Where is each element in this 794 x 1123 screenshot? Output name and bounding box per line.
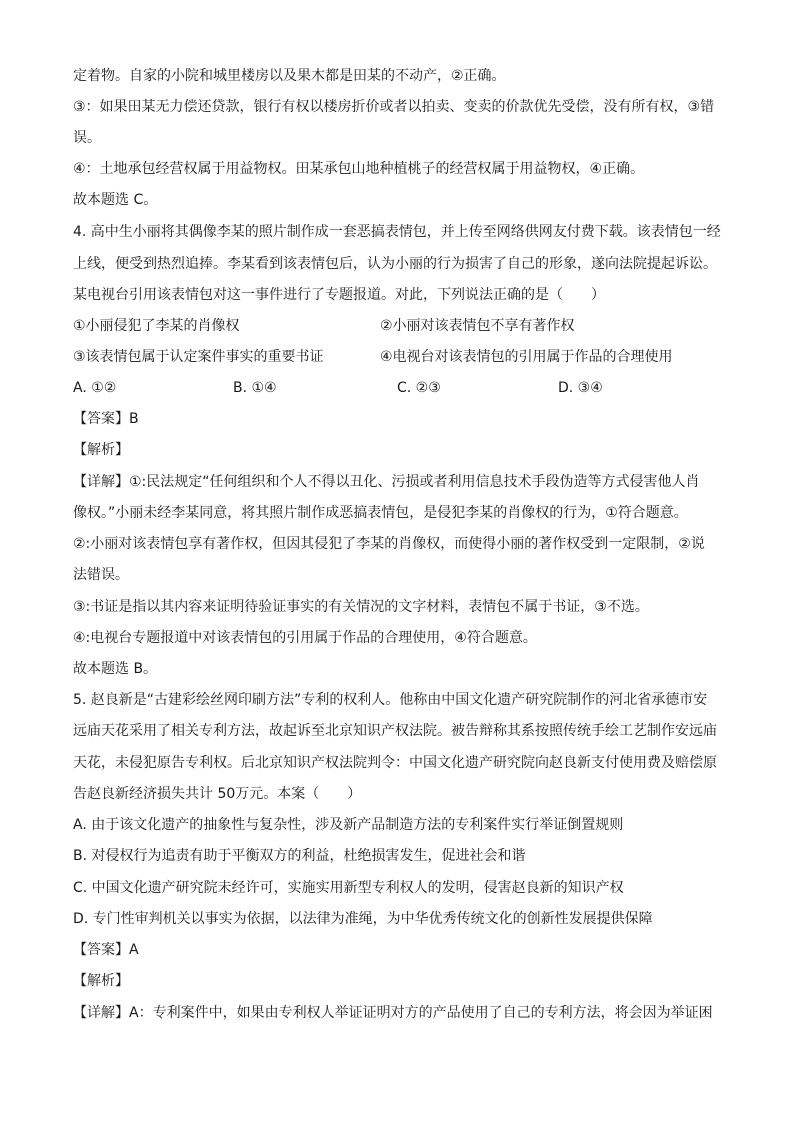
q4-detail-line: ③:书证是指以其内容来证明待验证事实的有关情况的文字材料，表情包不属于书证，③不选。 bbox=[73, 599, 649, 615]
q3-text-line: ④：土地承包经营权属于用益物权。田某承包山地种植桃子的经营权属于用益物权，④正确。 bbox=[73, 161, 645, 177]
q4-detail-line: ②:小丽对该表情包享有著作权，但因其侵犯了李某的肖像权，而使得小丽的著作权受到一定限制，②说 bbox=[73, 536, 705, 552]
q4-answer: 【答案】B bbox=[73, 411, 139, 427]
q4-conclusion: 故本题选 B。 bbox=[73, 661, 158, 677]
q4-detail-line: 【详解】①:民法规定“任何组织和个人不得以丑化、污损或者利用信息技术手段伪造等方式侵害他人肖 bbox=[73, 474, 700, 490]
q4-detail-line: 像权。”小丽未经李某同意，将其照片制作成恶搞表情包，是侵犯李某的肖像权的行为，①符合题意。 bbox=[73, 505, 688, 521]
q3-conclusion: 故本题选 C。 bbox=[73, 192, 158, 208]
q5-option-c: C. 中国文化遗产研究院未经许可，实施实用新型专利权人的发明，侵害赵良新的知识产权 bbox=[73, 880, 624, 896]
q4-statement-2: ②小丽对该表情包不享有著作权 bbox=[380, 318, 575, 334]
q4-option-c: C. ②③ bbox=[397, 380, 441, 396]
q5-stem: 天花，未侵犯原告专利权。后北京知识产权法院判令：中国文化遗产研究院向赵良新支付使用费及赔偿原 bbox=[73, 755, 717, 771]
q5-option-a: A. 由于该文化遗产的抽象性与复杂性，涉及新产品制造方法的专利案件实行举证倒置规则 bbox=[73, 817, 624, 833]
q5-stem: 告赵良新经济损失共计 50万元。本案（ ） bbox=[73, 786, 362, 802]
q4-statement-1: ①小丽侵犯了李某的肖像权 bbox=[73, 318, 240, 334]
q3-text-line: 误。 bbox=[73, 130, 101, 146]
q3-text-line: 定着物。自家的小院和城里楼房以及果木都是田某的不动产，②正确。 bbox=[73, 68, 506, 84]
q5-detail-line: 【详解】A：专利案件中，如果由专利权人举证证明对方的产品使用了自己的专利方法，将会因为举证困 bbox=[73, 1005, 713, 1021]
q4-detail-line: ④:电视台专题报道中对该表情包的引用属于作品的合理使用，④符合题意。 bbox=[73, 630, 537, 646]
q4-stem: 4. 高中生小丽将其偶像李某的照片制作成一套恶搞表情包，并上传至网络供网友付费下载。该表情包一经 bbox=[73, 224, 721, 240]
q4-stem: 某电视台引用该表情包对这一事件进行了专题报道。对此，下列说法正确的是（ ） bbox=[73, 287, 605, 303]
q4-option-a: A. ①② bbox=[73, 380, 117, 396]
q5-option-b: B. 对侵权行为追责有助于平衡双方的利益，杜绝损害发生，促进社会和谐 bbox=[73, 848, 526, 864]
q4-statement-3: ③该表情包属于认定案件事实的重要书证 bbox=[73, 349, 324, 365]
q4-option-b: B. ①④ bbox=[233, 380, 277, 396]
q5-analysis-heading: 【解析】 bbox=[73, 973, 129, 989]
q4-statement-4: ④电视台对该表情包的引用属于作品的合理使用 bbox=[380, 349, 673, 365]
q4-analysis-heading: 【解析】 bbox=[73, 442, 129, 458]
q5-stem: 远庙天花采用了相关专利方法，故起诉至北京知识产权法院。被告辩称其系按照传统手绘工艺制作安远庙 bbox=[73, 723, 717, 739]
q4-stem: 上线，便受到热烈追捧。李某看到该表情包后，认为小丽的行为损害了自己的形象，遂向法院提起诉讼。 bbox=[73, 256, 717, 272]
q5-option-d: D. 专门性审判机关以事实为依据，以法律为准绳，为中华优秀传统文化的创新性发展提供保障 bbox=[73, 911, 653, 927]
q3-text-line: ③：如果田某无力偿还贷款，银行有权以楼房折价或者以拍卖、变卖的价款优先受偿，没有所有权，③错 bbox=[73, 99, 715, 115]
q4-option-d: D. ③④ bbox=[558, 380, 603, 396]
q5-answer: 【答案】A bbox=[73, 942, 139, 958]
q4-detail-line: 法错误。 bbox=[73, 567, 129, 583]
q5-stem: 5. 赵良新是“古建彩绘丝网印刷方法”专利的权利人。他称由中国文化遗产研究院制作的河北省承德市安 bbox=[73, 692, 708, 708]
